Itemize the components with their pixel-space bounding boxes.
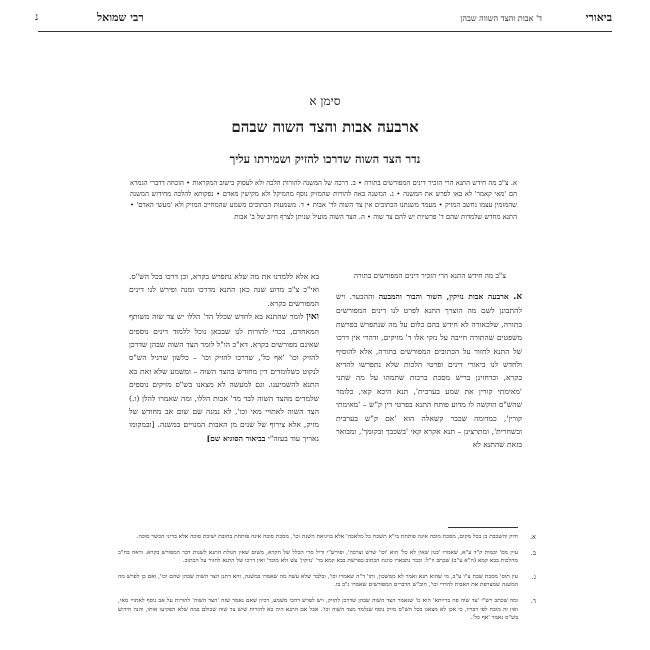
running-header-book-title: ד' אבות והצד השווה שבהן: [460, 14, 542, 23]
paragraph-lead-word: ואין: [306, 312, 319, 323]
footnote-text: ודוק והשכבת בן בכל מקום, מסכת מוכה אינה פותחת בי"א תשכח כל מלאכה' אלא בויגיאת השנת וכו', מסכת סוכה אינה פותחת בחובת ישיבת סוכה אלא בדיני הכשר סוכה.: [136, 534, 518, 540]
paragraph-closing-reference: בביאור הסוגיא שם]: [206, 433, 266, 443]
running-header: [35, 8, 612, 30]
section-paragraph: [336, 290, 522, 452]
page-number: נ: [35, 12, 39, 23]
header-divider: [38, 31, 612, 32]
footnote-marker: ב.: [530, 548, 536, 557]
section-lead-words: ארבעה אבות נזיקין, השור והבור והמבעה: [378, 292, 509, 301]
running-header-series-title: ביאורי: [585, 11, 612, 24]
chapter-label: סימן א: [309, 94, 341, 108]
section-body-text: וההבער. ויש להתבונן לשם מה הוצרך התנא לפרט לנו דינים המפורשים בתורה, שלכאורה לא חידש בהם כלום על מה שנתפרש בפרשת משפטים שהתורה חייבה על נזקי אלו ד' מזיקים, ודהרי אין דרכו של התנא לחזור על הכתובים המפורשים בתורה, אלא להוסיף ולחדש לנו ביאורי דינים ופרטי הלכות שלא נתפרשו להדיא בקרא, וכדחזינן בריש מסכת ברכות שתמהו על מה שתני 'מאימתי קורין את שמע בערבית', תנא היכא קאי, כלומר שהש"ס הוקשה לו מדוע פותח התנא בפרטי דין ק"ש – 'מאימתי קורין', כמדומה שכבר קשאלה הוא 'אם ק"ש בערבית ובשחרית', ומתרצינן – תנא אקרא קאי 'בשכבך ובקומך', ומבואר בזאת שהתנא לא: [336, 292, 522, 450]
section-topic: צ"ב מה חידש התנא הרי הזכיר דינים המפורשים בתורה: [353, 271, 506, 280]
footnote: [118, 572, 536, 590]
footnote-marker: ג.: [531, 572, 536, 581]
footnote: [118, 548, 536, 566]
footnote-text: עין תוס' מסכת שבת צ"ו ע"ב, מי שהוא תנא ואמר לא ממשכון, ותו' ד"ה שאמרו וכו', ובלבד שלא עשה מה שאמרו במשנה, והא דתנן הצד השוה שבהן שהם וכו', ואם כן לפרש מה המשנה שמצרפת את האבות להדדי וכו', הוב"ש הדברים המפורשים שאמרו ג"ב בו.: [118, 573, 518, 589]
footnote: [118, 596, 536, 623]
footnote-marker: א.: [530, 533, 536, 541]
footnotes: [118, 533, 536, 630]
running-header-author: רבי שמואל: [97, 11, 144, 24]
footnote-text: ומה שכתב רש"י 'צד שוה פה ברייתא' הוא מ' שנאמר הצד השוה שבהן שדרכן להזיק, ויש לפרש דהכי משמע, דכיון שאם נאמר שזה 'הצד השוה' להורות על אב נוסף לאתויי מאי, ואין זה מוכח לפי דבריו, כי אכן לא מצאנו בכל הש"ס מזיק נוסף שנלמד מצד השוה וכו'. אבל אם התנא היה בא להורות שיש צד שוה שכולם במה שלא הפקיעו אותו, והנה חידוש בש"ס נאמר 'אף כל'.: [118, 597, 518, 622]
paragraph-continuation: בא אלא ללמדנו את מה שלא נתפרש בקרא, וכן דרכו בכל הש"ס. ואי"כ צ"ב מדוע שנה כאן התנא מדרכו ומנה ופירש לנו דינים המפורשים בקרא.: [129, 272, 319, 308]
paragraph-body-text: לומר שהתנא בא לחדש שכלל הד' הללו יש צד שוה משותף המאחדם, בכדי להורות לנו שבכאן נוכל ללמוד דינים נוספים שאינם מפורשים בקרא. דא"כ הו"ל לומר הצד השוה שבהן שדרכן להזיק וכו' 'אף כל', שדרכו להזיק וכו' – כלשון שרגיל הש"ס לנקוט כשלומדים דין מחודש בהצד השוה – ומשמע שלא זאת בא התנא להשמיענו. וגם למעשה לא מצאנו בש"ס מזיקים נוספים שלמדים מהצד השוה לבד מד' אבות הללו, ומה שאמרו להלן (ו.) הצד השוה לאתויי מאי וכו', לא נמנה שם שום אב מחודש של מזיק, אלא צירוף של שנים מן האבות המנויים במשנה. [ובמקומו נאריך עוד בעזה"י: [129, 312, 319, 443]
text-column-left: [129, 270, 319, 445]
text-column-right: [336, 270, 522, 452]
footnote-text: עיין מס' יבמות ק"ד ע"א, שאמרו 'כגון שאין לא כל' הוא 'וכו' שרש וצרכה', ופירש"י ודיל סרי הכלל של הקרא, משום שאין הגולת התנא לשנות דבר המפורש בקרא. וראה בח"ב מהלכות בבא קמא (ה"א ע"ב) שכתב וז"ל: וכבר נתבארו כוונת הכתוב בפרשת בבא קמא בד' 'נזיקין' עש ולא מוכר' ואין דרכו של התנא לחזור על הכתוב.: [118, 549, 518, 565]
footnote-marker: ד.: [530, 596, 536, 605]
section-letter: א.: [513, 292, 522, 302]
paragraph-second: [129, 310, 319, 445]
chapter-title: ארבעה אבות והצד השוה שבהם: [231, 118, 419, 136]
footnote: [118, 533, 536, 542]
chapter-summary: א. צ"ב מה חידש התנא הרי הזכיר דינים המפורשים בתורה • ב. דרכה של המשנה להורות הלכה ולא לעסוק בישוב המקראות • הוכחה דדברי הגמרא הם 'מאי קאמר' לא באו לפרש את המשנה • ג. המשנה באה להורות שהמזיק נוסף מהמיקל ולא מקישין מאדם • נפקותא להלכה מחידוש המשנה שהמזמין עצמו נחשב המזיק • מעמד משנתנו הכתובים אין צד השוה לד' אבות • ד. משמעות הכתובים משמע שהמחייב המזיק ולא 'מעשי האדם' • התנא מחדש שלמדות שהם ד' פרשיות יש להם צד שוה • ה. הצד השוה מועיל שניתן לצרף חיוב של ב' אבות: [130, 179, 517, 221]
chapter-subtitle: נדר הצד השוה שדרכו להזיק ושמירתו עליך: [229, 152, 421, 166]
footnote-divider: [448, 527, 518, 528]
